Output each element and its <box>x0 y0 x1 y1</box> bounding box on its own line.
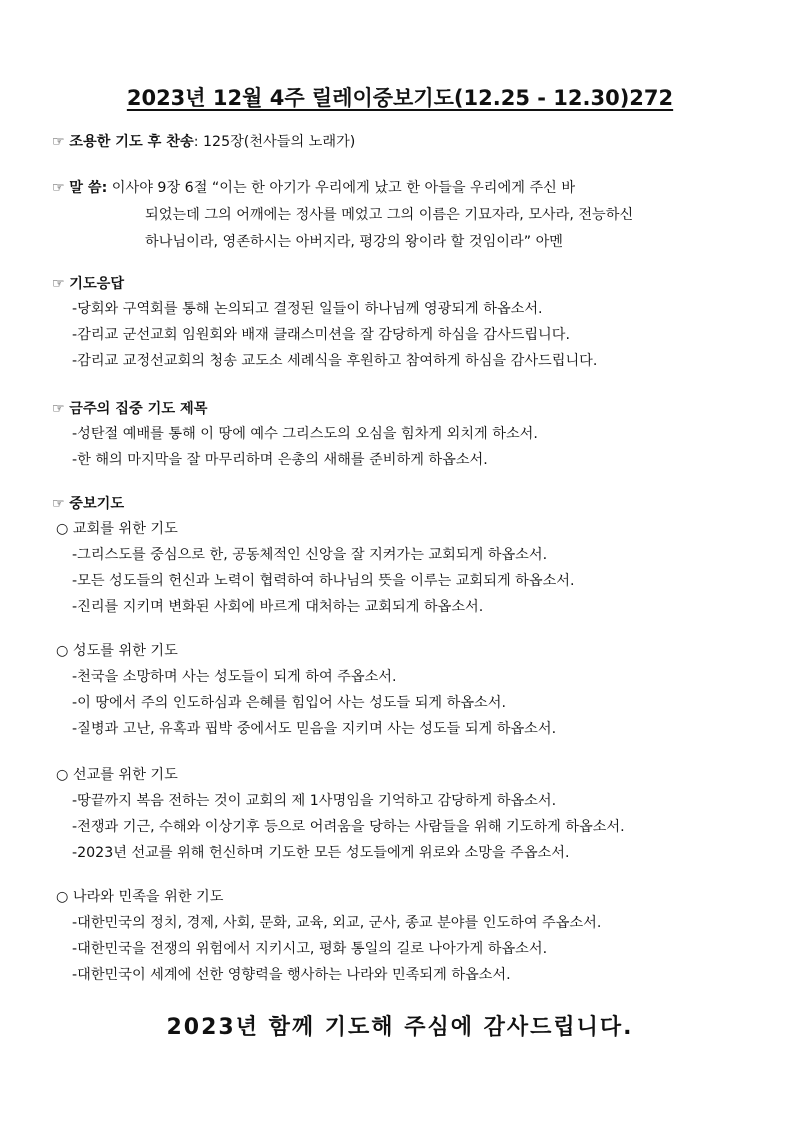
list-item: -감리교 교정선교회의 청송 교도소 세례식을 후원하고 참여하게 하심을 감사드립니다. <box>72 353 598 369</box>
hymn-label: 조용한 기도 후 찬송 <box>69 134 194 150</box>
scripture-line-3: 하나님이라, 영존하시는 아버지라, 평강의 왕이라 할 것임이라” 아멘 <box>145 234 563 250</box>
intercession-heading: ☞ 중보기도 <box>52 496 125 512</box>
closing-message: 2023년 함께 기도해 주심에 감사드립니다. <box>166 1015 634 1040</box>
list-item: -성탄절 예배를 통해 이 땅에 예수 그리스도의 오심을 힘차게 외치게 하소서. <box>72 426 538 442</box>
pointing-hand-icon: ☞ <box>52 496 65 512</box>
list-item: -질병과 고난, 유혹과 핍박 중에서도 믿음을 지키며 사는 성도들 되게 하옵소서. <box>72 721 557 737</box>
list-item: -진리를 지키며 변화된 사회에 바르게 대처하는 교회되게 하옵소서. <box>72 599 484 615</box>
pointing-hand-icon: ☞ <box>52 180 65 196</box>
group-title-nation: ○ 나라와 민족을 위한 기도 <box>56 889 224 905</box>
group-title-saints: ○ 성도를 위한 기도 <box>56 643 178 659</box>
pointing-hand-icon: ☞ <box>52 401 65 417</box>
list-item: -대한민국을 전쟁의 위험에서 지키시고, 평화 통일의 길로 나아가게 하옵소서. <box>72 941 548 957</box>
scripture-line-2: 되었는데 그의 어깨에는 정사를 메었고 그의 이름은 기묘자라, 모사라, 전능하신 <box>145 207 634 223</box>
list-item: -당회와 구역회를 통해 논의되고 결정된 일들이 하나님께 영광되게 하옵소서. <box>72 301 543 317</box>
list-item: -전쟁과 기근, 수해와 이상기후 등으로 어려움을 당하는 사람들을 위해 기도하게 하옵소서. <box>72 819 625 835</box>
list-item: -감리교 군선교회 임원회와 배재 클래스미션을 잘 감당하게 하심을 감사드립니다. <box>72 327 570 343</box>
pointing-hand-icon: ☞ <box>52 134 65 150</box>
list-item: -대한민국이 세계에 선한 영향력을 행사하는 나라와 민족되게 하옵소서. <box>72 967 511 983</box>
scripture-line-1: ☞ 말 씀: 이사야 9장 6절 “이는 한 아기가 우리에게 났고 한 아들을 우리에게 주신 바 <box>52 180 576 196</box>
scripture-label: 말 씀: <box>69 180 108 196</box>
page-title: 2023년 12월 4주 릴레이중보기도(12.25 - 12.30)272 <box>126 86 674 110</box>
list-item: -이 땅에서 주의 인도하심과 은혜를 힘입어 사는 성도들 되게 하옵소서. <box>72 695 506 711</box>
hymn-value: 125장(천사들의 노래가) <box>203 134 356 150</box>
list-item: -천국을 소망하며 사는 성도들이 되게 하여 주옵소서. <box>72 669 397 685</box>
list-item: -대한민국의 정치, 경제, 사회, 문화, 교육, 외교, 군사, 종교 분야를 인도하여 주옵소서. <box>72 915 602 931</box>
group-title-mission: ○ 선교를 위한 기도 <box>56 767 178 783</box>
list-item: -2023년 선교를 위해 헌신하며 기도한 모든 성도들에게 위로와 소망을 주옵소서. <box>72 845 570 861</box>
hymn-line: ☞ 조용한 기도 후 찬송: 125장(천사들의 노래가) <box>52 134 356 150</box>
pointing-hand-icon: ☞ <box>52 276 65 292</box>
group-title-church: ○ 교회를 위한 기도 <box>56 521 178 537</box>
list-item: -한 해의 마지막을 잘 마무리하며 은총의 새해를 준비하게 하옵소서. <box>72 452 488 468</box>
answers-heading: ☞ 기도응답 <box>52 276 125 292</box>
list-item: -그리스도를 중심으로 한, 공동체적인 신앙을 잘 지켜가는 교회되게 하옵소서. <box>72 547 548 563</box>
list-item: -모든 성도들의 헌신과 노력이 협력하여 하나님의 뜻을 이루는 교회되게 하옵소서. <box>72 573 575 589</box>
list-item: -땅끝까지 복음 전하는 것이 교회의 제 1사명임을 기억하고 감당하게 하옵소서. <box>72 793 557 809</box>
focus-heading: ☞ 금주의 집중 기도 제목 <box>52 401 208 417</box>
